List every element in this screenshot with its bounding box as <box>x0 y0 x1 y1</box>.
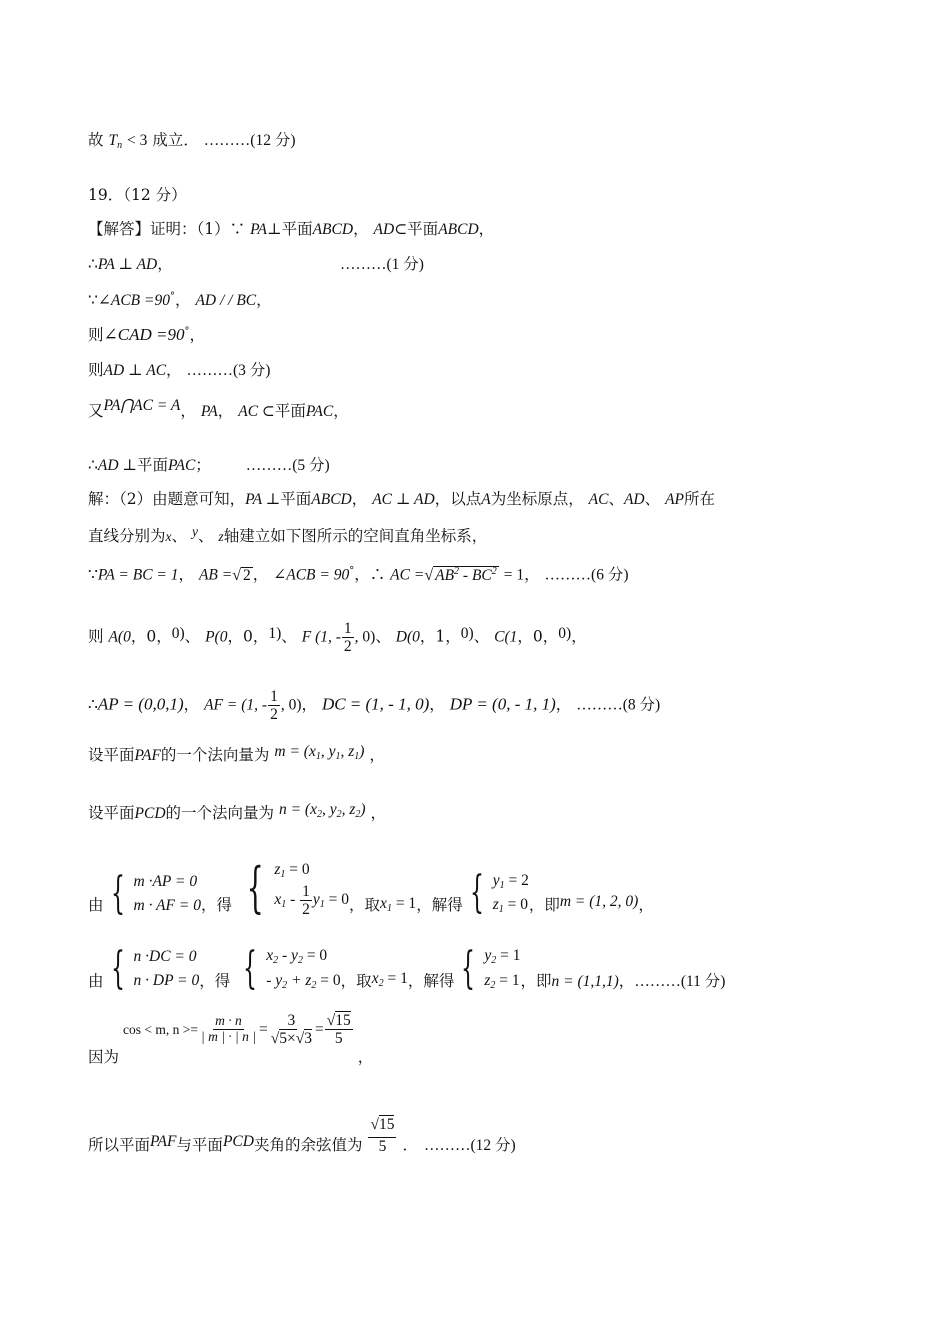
cosine-formula: cos < m, n >= $\frac{m \cdot n}{| m | \cdot | n |}$ = $\frac{3}{√5\times√3}$ = $\frac{√15}{5}$ <box>123 1012 351 1048</box>
score-marker: ………(6 分) <box>544 566 629 584</box>
t-n-symbol: $T_n$ <box>108 132 123 151</box>
question-number: 19．（12 分） <box>88 186 187 204</box>
cosine-line: 因为 cos < m, n >= $\frac{m \cdot n}{| m | \cdot | n |}$ = $\frac{3}{√5\times√3}$ = $\frac{√15}{5}$ ， <box>88 1012 374 1066</box>
system-n-line: 由 { n ·DC = 0 n · DP = 0 ，得 { $x_2 - y_2 = 0$ - $y_2 + z_2 = 0$ ，取 $x_2 = 1$ ，解得 { $y_2 = 1$ $z_2 = 1$ ，即 n = (1,1,1) ， ………(11 分) <box>88 942 726 994</box>
final-answer-line: 所以平面 PAF 与平面 PCD 夹角的余弦值为 $\frac{√15}{5}$ ． ………(12 分) <box>88 1116 516 1156</box>
conclusion-line: 故 $T_n < 3$ 成立． ………(12 分) <box>88 131 296 151</box>
score-marker: ………(8 分) <box>576 696 661 714</box>
part2-setup-line: 解：（2）由题意可知，PA ⊥平面ABCD， AC ⊥ AD，以点A为坐标原点， AC、AD、 AP所在 <box>88 490 716 508</box>
coordinates-line: 则 A(0，0，0)、 P(0，0，1)、 F (1, - $\frac{1}{2}$ , 0)、 D(0，1，0)、 C(1，0，0)， <box>88 620 587 656</box>
score-marker: ………(5 分) <box>245 457 330 474</box>
system-n-solved: { $x_2 - y_2 = 0$ - $y_2 + z_2 = 0$ <box>243 942 341 994</box>
system-m-solved: { $z_1 = 0$ $x_1$ - $\frac{1}{2}$ $y_1 = 0$ <box>246 855 350 919</box>
normal-n-line: 设平面PCD的一个法向量为 $n = (x_2$, $y_2$, $z_2$) ， <box>88 801 387 822</box>
lengths-line: ∵PA = BC = 1， AB = √ 2 ， ∠ACB = 90°，∴ AC = √ $AB^2 - BC^2$ = 1， ………(6 分) <box>88 565 629 584</box>
axes-line: 直线分别为x、 y、 z轴建立如下图所示的空间直角坐标系， <box>88 524 488 545</box>
system-n-equations: { n ·DC = 0 n · DP = 0 <box>110 942 200 994</box>
ad-perp-plane-line: ∴AD ⊥平面PAC； ………(5 分) <box>88 456 330 474</box>
score-marker: ………(12 分) <box>203 132 296 149</box>
score-marker: ………(11 分) <box>634 972 726 990</box>
vectors-line: ∴AP = (0,0,1)， AF = (1, - $\frac{1}{2}$ , 0)， DC = (1, - 1, 0)， DP = (0, - 1, 1)， ………(8 分) <box>88 688 661 724</box>
intersection-line: 又PA⋂AC = A， PA， AC ⊂平面PAC， <box>88 397 349 420</box>
ad-perp-ac-line: 则AD ⊥ AC， ………(3 分) <box>88 361 271 379</box>
angle-cad-line: 则∠CAD =90°， <box>88 325 205 344</box>
system-n-result: { $y_2 = 1$ $z_2 = 1$ <box>461 942 521 994</box>
system-m-line: 由 { m ·AP = 0 m · AF = 0 ，得 { $z_1 = 0$ $x_1$ - $\frac{1}{2}$ $y_1 = 0$ ，取 $x_1 = 1$ ，解得 { $y_1 = 2$ $z_1 = 0$ ，即 m = (1, 2, 0) ， <box>88 855 654 919</box>
system-m-equations: { m ·AP = 0 m · AF = 0 <box>110 867 201 919</box>
score-marker: ………(12 分) <box>423 1136 516 1154</box>
pa-perp-ad-line: ∴PA ⊥ AD， ………(1 分) <box>88 255 424 273</box>
system-m-result: { $y_1 = 2$ $z_1 = 0$ <box>469 867 529 919</box>
normal-m-line: 设平面PAF的一个法向量为 $m = (x_1$, $y_1$, $z_1$) ， <box>88 743 385 764</box>
proof-start-line: 【解答】证明：（1）∵ PA⊥平面ABCD， AD⊂平面ABCD， <box>88 220 495 238</box>
answer-fraction: $\frac{√15}{5}$ <box>370 1116 395 1156</box>
angle-acb-line: ∵∠ACB =90°， AD / / BC， <box>88 291 272 309</box>
score-marker: ………(3 分) <box>186 362 271 379</box>
score-marker: ………(1 分) <box>340 256 424 273</box>
